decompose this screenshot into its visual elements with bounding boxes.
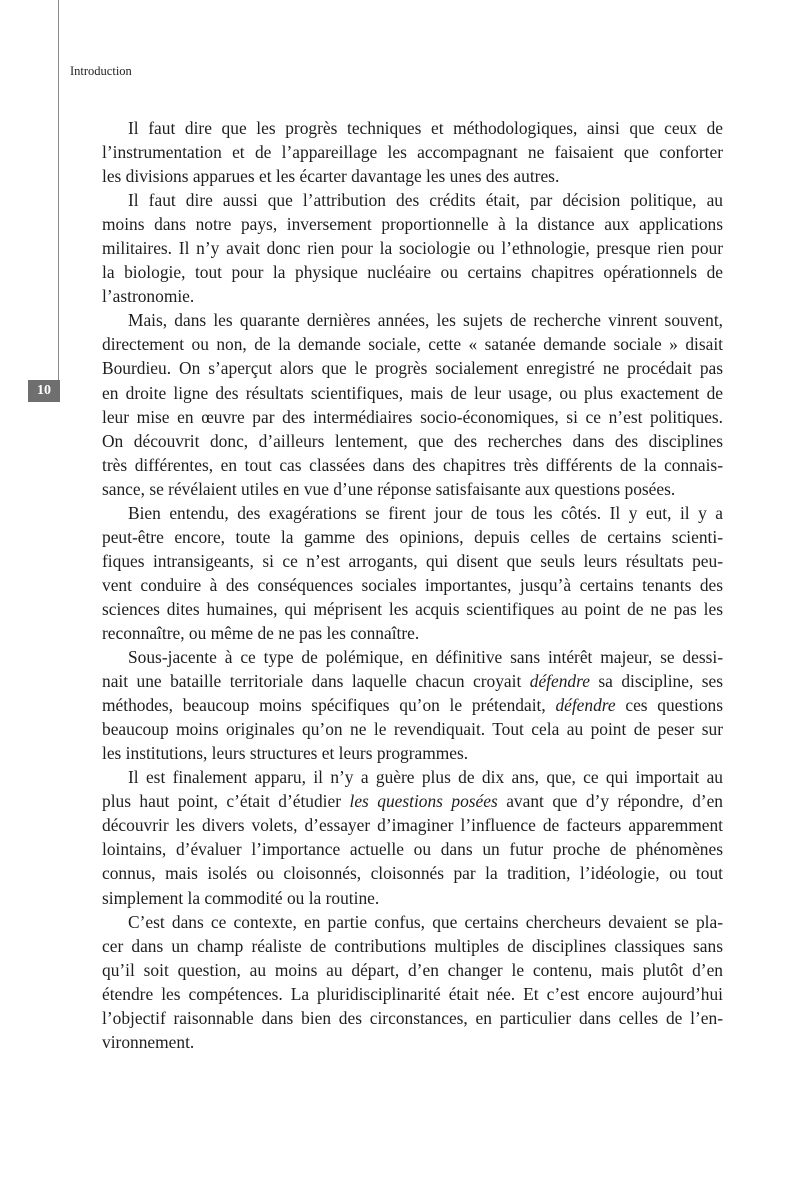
- running-head: Introduction: [70, 64, 132, 78]
- text-line: [102, 693, 723, 717]
- text-line: Mais, dans les quarante dernières années, les sujets de recherche vinrent souvent,: [128, 310, 723, 331]
- text-line: leur mise en œuvre par des intermédiaires socio-économiques, si ce n’est politiques.: [102, 406, 723, 427]
- paragraph: [102, 765, 723, 909]
- paragraph: [102, 910, 723, 1054]
- text-line: Il faut dire que les progrès techniques et méthodologiques, ainsi que ceux de: [128, 118, 723, 138]
- text-line: qu’il soit question, au moins au départ, d’en changer le contenu, mais plutôt d’en: [102, 959, 723, 980]
- text-line: reconnaître, ou même de ne pas les connaître.: [102, 622, 420, 643]
- text-line: lointains, d’évaluer l’importance actuelle ou dans un futur proche de phénomènes: [102, 839, 723, 860]
- margin-rule: [58, 0, 59, 380]
- text-line: en droite ligne des résultats scientifiques, mais de leur usage, ou plus exactement de: [102, 382, 723, 403]
- text-line: Bien entendu, des exagérations se firent jour de tous les côtés. Il y eut, il y a: [128, 502, 723, 523]
- text-segment: nait une bataille territoriale dans laquelle chacun croyait: [102, 671, 530, 692]
- text-line: vironnement.: [102, 1031, 195, 1052]
- text-line: cer dans un champ réaliste de contributions multiples de disciplines classiques sans: [102, 935, 723, 956]
- text-line: simplement la commodité ou la routine.: [102, 887, 380, 908]
- paragraph: [102, 308, 723, 500]
- text-line: Bourdieu. On s’aperçut alors que le progrès socialement enregistré ne procédait pas: [102, 358, 723, 379]
- text-line: très différentes, en tout cas classées dans des chapitres très différents de la connais-: [102, 454, 723, 475]
- text-line: fiques intransigeants, si ce n’est arrogants, qui disent que seuls leurs résultats peu-: [102, 550, 723, 571]
- text-line: [102, 789, 723, 813]
- text-line: sance, se révélaient utiles en vue d’une réponse satisfaisante aux questions posées.: [102, 478, 676, 499]
- text-line: On découvrit donc, d’ailleurs lentement, que des recherches dans des disciplines: [102, 430, 723, 451]
- body-text: [102, 116, 723, 1054]
- text-line: beaucoup moins originales qu’on ne le revendiquait. Tout cela au point de peser sur: [102, 719, 723, 740]
- paragraph: [102, 116, 723, 188]
- paragraph: [102, 188, 723, 308]
- text-line: la biologie, tout pour la physique nucléaire ou certains chapitres opérationnels de: [102, 262, 723, 283]
- paragraph: [102, 501, 723, 645]
- text-segment: ces questions: [615, 695, 723, 716]
- text-line: moins dans notre pays, inversement proportionnelle à la distance aux applications: [102, 214, 723, 235]
- paragraph: [102, 645, 723, 765]
- text-segment: avant que d’y répondre, d’en: [497, 791, 723, 812]
- text-line: directement ou non, de la demande sociale, cette « satanée demande sociale » disait: [102, 334, 723, 355]
- text-line: militaires. Il n’y avait donc rien pour la sociologie ou l’ethnologie, presque rien pour: [102, 238, 723, 259]
- text-line: l’instrumentation et de l’appareillage les accompagnant ne faisaient que conforter: [102, 142, 723, 163]
- text-line: l’astronomie.: [102, 286, 195, 307]
- text-line: vent conduire à des conséquences sociales importantes, jusqu’à certains tenants des: [102, 574, 723, 595]
- text-line: connus, mais isolés ou cloisonnés, cloisonnés par la tradition, l’idéologie, ou tout: [102, 863, 723, 884]
- text-line: les divisions apparues et les écarter davantage les unes des autres.: [102, 166, 560, 187]
- italic-text: défendre: [529, 671, 590, 692]
- text-line: Il faut dire aussi que l’attribution des crédits était, par décision politique, au: [128, 190, 723, 211]
- text-segment: plus haut point, c’était d’étudier: [102, 791, 350, 812]
- page-number: 10: [28, 380, 60, 402]
- text-segment: méthodes, beaucoup moins spécifiques qu’on le prétendait,: [102, 695, 556, 716]
- text-segment: sa discipline, ses: [589, 671, 723, 692]
- text-line: Sous-jacente à ce type de polémique, en définitive sans intérêt majeur, se dessi-: [128, 647, 723, 668]
- text-line: l’objectif raisonnable dans bien des circonstances, en particulier dans celles de l’en-: [102, 1007, 723, 1028]
- text-line: [102, 669, 723, 693]
- text-line: découvrir les divers volets, d’essayer d’imaginer l’influence de facteurs apparemment: [102, 815, 723, 836]
- text-line: les institutions, leurs structures et leurs programmes.: [102, 743, 469, 764]
- text-line: sciences dites humaines, qui méprisent les acquis scientifiques au point de ne pas les: [102, 598, 723, 619]
- text-line: Il est finalement apparu, il n’y a guère plus de dix ans, que, ce qui importait au: [128, 767, 723, 788]
- italic-text: les questions posées: [349, 791, 498, 812]
- text-line: peut-être encore, toute la gamme des opinions, depuis celles de certains scienti-: [102, 526, 723, 547]
- text-line: étendre les compétences. La pluridisciplinarité était née. Et c’est encore aujourd’hui: [102, 983, 723, 1004]
- text-line: C’est dans ce contexte, en partie confus, que certains chercheurs devaient se pla-: [128, 911, 723, 932]
- italic-text: défendre: [555, 695, 616, 716]
